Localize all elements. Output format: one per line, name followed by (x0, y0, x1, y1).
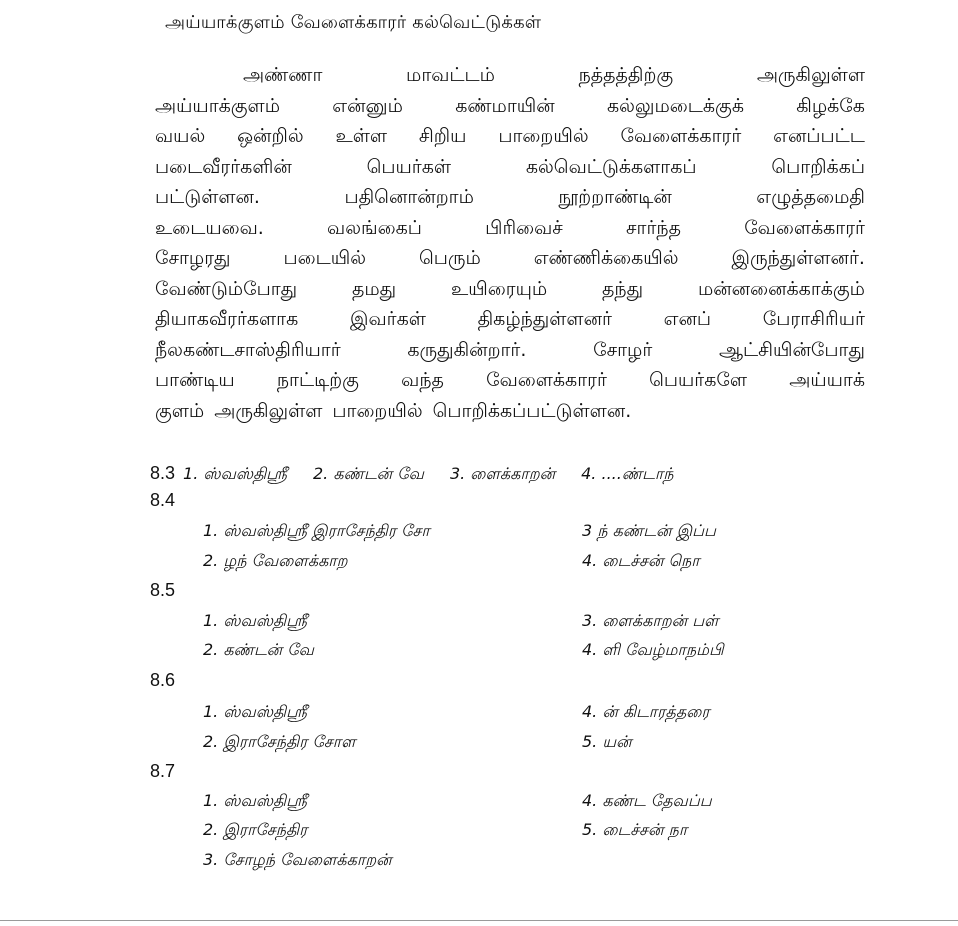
paragraph-line (155, 274, 865, 305)
section-8-6-heading: 8.6 (150, 670, 176, 690)
inscription-line: 4. ....ண்டாந் (581, 464, 674, 483)
paragraph-word: கல்லுமடைக்குக் (607, 94, 744, 117)
inscription-line: 1. ஸ்வஸ்திஶ்ரீ இராசேந்திர சோ (203, 521, 430, 540)
paragraph-word: தந்து (602, 277, 644, 300)
inscription-line: 2. ழந் வேளைக்காற (203, 551, 348, 570)
paragraph-word: பாறையில் (332, 399, 423, 422)
section-8-5-heading: 8.5 (150, 580, 176, 600)
paragraph-word: நீலகண்டசாஸ்திரியார் (155, 338, 341, 361)
inscription-line: 2. கண்டன் வே (203, 640, 314, 659)
inscription-line: 3 ந் கண்டன் இப்ப (582, 521, 716, 540)
paragraph-word: வேளைக்காரர் (486, 369, 607, 391)
paragraph-word: தமது (352, 277, 397, 300)
paragraph-word: நூற்றாண்டின் (558, 186, 672, 208)
inscription-line: 5. டைச்சன் நா (582, 820, 688, 839)
paragraph-word: நத்தத்திற்கு (578, 64, 674, 86)
inscription-line: 2. கண்டன் வே (313, 464, 424, 483)
paragraph-word: பொறிக்கப்பட்டுள்ளன. (432, 399, 632, 422)
inscription-line: 3. ளைக்காறன் (449, 464, 556, 483)
paragraph-line (155, 121, 865, 152)
paragraph-word: கிழக்கே (796, 94, 865, 117)
paragraph-word: எண்ணிக்கையில் (533, 247, 679, 269)
paragraph-word: சார்ந்த (626, 216, 681, 239)
inscription-line: 1. ஸ்வஸ்திஶ்ரீ (203, 791, 307, 810)
paragraph-word: குளம் (155, 399, 205, 422)
paragraph-word: கல்வெட்டுக்களாகப் (525, 155, 697, 178)
paragraph-word: எழுத்தமைதி (756, 186, 865, 208)
paragraph-word: உள்ள (335, 125, 388, 147)
paragraph-word: படையில் (283, 247, 366, 269)
paragraph-line (155, 152, 865, 183)
paragraph-word: வேண்டும்போது (155, 277, 298, 300)
paragraph-word: சோழர் (593, 338, 653, 361)
inscription-line: 1. ஸ்வஸ்திஶ்ரீ (203, 702, 307, 721)
paragraph-line (155, 182, 865, 213)
paragraph-line (155, 304, 865, 335)
paragraph-word: இருந்துள்ளனர். (731, 247, 865, 269)
paragraph-word: சிறிய (418, 125, 467, 147)
paragraph-word: எனப் (663, 308, 712, 330)
inscription-line: 1. ஸ்வஸ்திஶ்ரீ (203, 611, 307, 630)
page-title: அய்யாக்குளம் வேளைக்காரர் கல்வெட்டுக்கள் (165, 12, 542, 33)
paragraph-line (155, 335, 865, 366)
paragraph-word: பிரிவைச் (485, 216, 563, 239)
inscription-line: 2. இராசேந்திர சோள (203, 732, 356, 751)
paragraph-word: அருகிலுள்ள (214, 399, 323, 422)
inscription-line: 3. சோழந் வேளைக்காறன் (203, 850, 392, 869)
paragraph-line (155, 213, 865, 244)
paragraph-word: திகழ்ந்துள்ளனர் (477, 308, 612, 330)
paragraph-word: பெயர்களே (649, 369, 748, 391)
paragraph-word: என்னும் (332, 94, 403, 117)
page-bottom-rule (0, 920, 958, 921)
paragraph-word: பெயர்கள் (366, 155, 452, 178)
paragraph-word: பதினொன்றாம் (344, 186, 474, 208)
section-8-7-heading: 8.7 (150, 761, 176, 781)
inscription-line: 5. யன் (582, 732, 632, 751)
inscription-line: 4. டைச்சன் நொ (582, 551, 700, 570)
paragraph-word: அண்ணா (243, 64, 323, 86)
paragraph-word: வயல் (155, 125, 206, 147)
paragraph-word: நாட்டிற்கு (276, 369, 359, 391)
paragraph-word: வந்த (401, 369, 444, 391)
paragraph-word: அய்யாக்குளம் (155, 94, 280, 117)
paragraph-word: உடையவை. (155, 216, 264, 239)
section-number: 8.3 (150, 463, 176, 483)
paragraph-word: ஒன்றில் (237, 125, 304, 147)
paragraph-word: வேளைக்காரர் (620, 125, 742, 147)
paragraph-word: பாண்டிய (155, 369, 235, 391)
paragraph-word: மாவட்டம் (406, 64, 495, 86)
paragraph-word: வேளைக்காரர் (744, 216, 865, 239)
paragraph-word: கண்மாயின் (455, 94, 555, 117)
inscription-line: 2. இராசேந்திர (203, 820, 308, 839)
paragraph-line (155, 60, 865, 91)
section-8-4-heading: 8.4 (150, 490, 176, 510)
paragraph-line (155, 396, 865, 427)
inscription-line: 4. கண்ட தேவப்ப (582, 791, 712, 810)
paragraph-line (155, 365, 865, 396)
paragraph-word: அருகிலுள்ள (756, 64, 865, 86)
paragraph-word: பட்டுள்ளன. (155, 186, 260, 208)
body-paragraph (155, 60, 865, 426)
paragraph-word: ஆட்சியின்போது (718, 338, 865, 361)
paragraph-line (155, 91, 865, 122)
paragraph-word: படைவீரர்களின் (155, 155, 292, 178)
section-8-3 (150, 463, 860, 485)
paragraph-word: தியாகவீரர்களாக (155, 308, 299, 330)
inscription-line: 1. ஸ்வஸ்திஶ்ரீ (183, 464, 287, 483)
paragraph-line (155, 243, 865, 274)
paragraph-word: எனப்பட்ட (773, 125, 865, 147)
inscription-line: 4. ளி வேழ்மாநம்பி (582, 640, 724, 659)
inscription-line: 4. ன் கிடாரத்தரை (582, 702, 710, 721)
paragraph-word: சோழரது (155, 247, 231, 269)
paragraph-word: பாறையில் (498, 125, 589, 147)
paragraph-word: உயிரையும் (451, 277, 548, 300)
paragraph-word: பொறிக்கப் (771, 155, 865, 178)
paragraph-word: இவர்கள் (349, 308, 426, 330)
paragraph-word: அய்யாக் (789, 369, 865, 391)
paragraph-word: மன்னனைக்காக்கும் (697, 277, 865, 300)
paragraph-word: பேராசிரியர் (762, 308, 865, 330)
paragraph-word: கருதுகின்றார். (407, 338, 527, 361)
paragraph-word: பெரும் (418, 247, 481, 269)
paragraph-word: வலங்கைப் (327, 216, 422, 239)
inscription-line: 3. ளைக்காறன் பள் (582, 611, 719, 630)
